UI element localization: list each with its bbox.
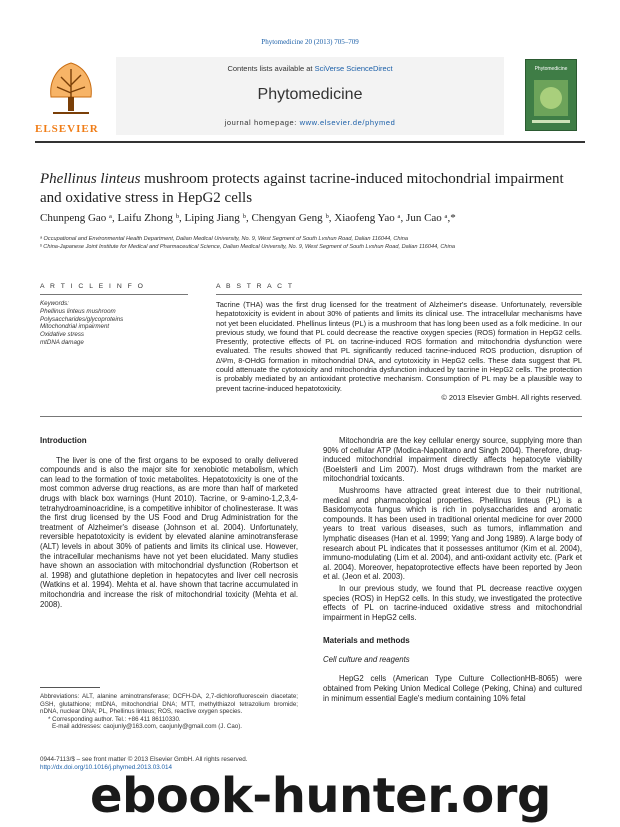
article-title [40,170,580,208]
journal-reference[interactable]: Phytomedicine 20 (2013) 705–709 [261,38,359,46]
introduction-heading: Introduction [40,436,87,445]
journal-cover-image [525,59,577,131]
journal-homepage [116,118,504,127]
article-info-rule [40,294,188,295]
issn-line: 0944-7113/$ – see front matter © 2013 Elsevier GmbH. All rights reserved. [40,756,248,763]
right-column [323,436,582,705]
keyword-item: Mitochondrial impairment [40,323,110,331]
copyright-line: © 2013 Elsevier GmbH. All rights reserved. [441,392,582,402]
footnote-rule [40,687,100,688]
left-column [40,436,298,611]
corresponding-author: * Corresponding author. Tel.: +86 411 86110330. [48,715,181,723]
elsevier-logo [35,57,107,121]
affiliation-b: ᵇ China-Japanese Joint Institute for Medical and Pharmaceutical Science, Dalian Medical University, No. 9, West Segment of South Lvshun Road, Dalian 116044, China [40,244,455,250]
methods-heading: Materials and methods [323,636,410,646]
abstract-bottom-rule [40,416,582,417]
title-species: Phellinus linteus [40,171,141,187]
doi-link[interactable]: http://dx.doi.org/10.1016/j.phymed.2013.03.014 [40,764,172,771]
keyword-item: Oxidative stress [40,331,85,339]
abstract-body [216,300,582,402]
keyword-item: mtDNA damage [40,338,84,346]
abstract-text: Tacrine (THA) was the first drug licensed for the treatment of Alzheimer's disease. Unfortunately, reversible hepatotoxicity is evident in about 30% of patients and limits its clinical use. The intracellular mechanisms have not yet been elucidated. Phellinus linteus (PL) is a mushroom that has long been used as a folk medicine. In our previous study, we found that PL could decrease the reactive oxygen species (ROS) formation in HepG2 cells. Presently, protective effects of PL on tacrine-induced ROS formation and mitochondria dysfunction were evaluated. The results showed that PL significantly reduced tacrine-induced ROS production, disruption of ΔΨm, 8-OHdG formation in mitochondrial DNA, and cytotoxicity in HepG2 cells. These data suggest that PL could attenuate the cytotoxicity and mitochondria dysfunction induced by tacrine in HepG2 cells. The protection is probably mediated by an antioxidant protective mechanism. Consumption of PL may be a plausible way to prevent tacrine-induced hepatotoxicity. [216,300,582,393]
contents-prefix: Contents lists available at [227,64,315,73]
intro-paragraph: The liver is one of the first organs to be exposed to orally delivered compounds and is also the major site for xenobiotic metabolism, which can lead to the formation of toxic metabolites. Hepatotoxicity is one of the most common adverse drug reactions, as are more than half of marketed drugs with black box warnings (Hunt 2010). Tacrine, or 9-amino-1,2,3,4-tetrahydroaminoacridine, is a competitive inhibitor of cholinesterase. It was the first drug licensed by the US Food and Drug Administration for the treatment of Alzheimer's disease (Johnson et al. 2004). Unfortunately, reversible hepatotoxicity is evident by elevated alanine aminotransferase (ALT) levels in about 30% of patients and limits its clinical use. However, the intracellular mechanisms have not yet been elucidated. Many studies have shown an association with mitochondrial dysfunction (Robertson et al. 1998) and glutathione depletion in hepatocytes and liver cell necrosis (Watkins et al. 1994). Mehta et al. have shown that tacrine accumulated in mitochondria and increase the risk of mitochondrial toxicity (Mehta et al. 2008). [40,455,298,609]
keywords-label: Keywords: [40,300,69,307]
footnotes [40,693,298,731]
right-paragraph-2: Mushrooms have attracted great interest due to their nutritional, medical and pharmacological properties. Phellinus linteus (PL) is a Basidomycota fungus which is rich in polysaccharides and aromatic compounds. It has been used in traditional oriental medicine for over 2000 years to treat various diseases, such as tumors, inflammation and lymphatic diseases (Han et al. 1999; Yang and Jong 1989). A large body of research about PL indicates that it possesses antitumor (Kim et al. 2004), immuno-modulating (Lim et al. 2004), and anti-oxidant activity etc. (Park et al. 2004). Moreover, hepatoprotective effects have been reported by Jeon et al. (Jeon et al. 2003). [323,485,582,582]
contents-line [116,64,504,73]
cover-title: Phytomedicine [534,66,568,72]
homepage-prefix: journal homepage: [224,118,300,127]
elsevier-logo-text: ELSEVIER [35,123,99,135]
right-paragraph-1: Mitochondria are the key cellular energy source, supplying more than 90% of cellular ATP (Modica-Napolitano and Singh 2004). Therefore, drug-induced mitochondrial impairment directly affects hepatocyte viability (Boelsterli and Lim 2007). Most drugs withdrawn from the market are mitochondrial toxicants. [323,436,582,484]
methods-subheading: Cell culture and reagents [323,654,410,664]
abstract-heading: A B S T R A C T [216,283,294,290]
keyword-item: Phellinus linteus mushroom [40,307,116,315]
affiliation-a: ᵃ Occupational and Environmental Health Department, Dalian Medical University, No. 9, West Segment of South Lvshun Road, Dalian 116044, China [40,236,408,242]
sciencedirect-link[interactable]: SciVerse ScienceDirect [314,64,393,73]
keyword-item: Polysaccharides/glycoproteins [40,315,124,323]
right-paragraph-3: In our previous study, we found that PL decrease reactive oxygen species (ROS) in HepG2 cells. In this study, we investigated the protective effects of PL on tacrine-induced oxidative stress and mitochondrial impairment in HepG2 cells. [323,583,582,622]
author-list: Chunpeng Gao ᵃ, Laifu Zhong ᵇ, Liping Jiang ᵇ, Chengyan Geng ᵇ, Xiaofeng Yao ᵃ, Jun Cao ᵃ,* [40,212,456,224]
abstract-rule [216,294,582,295]
watermark: ebook-hunter.org [90,768,551,824]
header-rule [35,141,585,143]
article-info-heading: A R T I C L E I N F O [40,283,145,290]
methods-paragraph: HepG2 cells (American Type Culture CollectionHB-8065) were obtained from Peking Union Medical College (Peking, China) and cultured in minimum essential Eagle's medium containing 10% fetal [323,674,582,703]
email-addresses[interactable]: E-mail addresses: caojunly@163.com, caojunly@gmail.com (J. Cao). [52,723,243,731]
title-rest: mushroom protects against tacrine-induced mitochondrial impairment and oxidative stress in HepG2 cells [40,171,564,206]
homepage-link[interactable]: www.elsevier.de/phymed [299,118,396,127]
keywords-block [40,300,185,347]
abbreviations-footnote: Abbreviations: ALT, alanine aminotransferase; DCFH-DA, 2,7-dichlorofluorescein diacetate; GSH, glutathione; mtDNA, mitochondrial DNA; MTT, methylthiazol tetrazolium bromide; nDNA, nuclear DNA; PL, Phellinus linteus; ROS, reactive oxygen species. [40,693,298,716]
journal-title: Phytomedicine [257,86,363,103]
